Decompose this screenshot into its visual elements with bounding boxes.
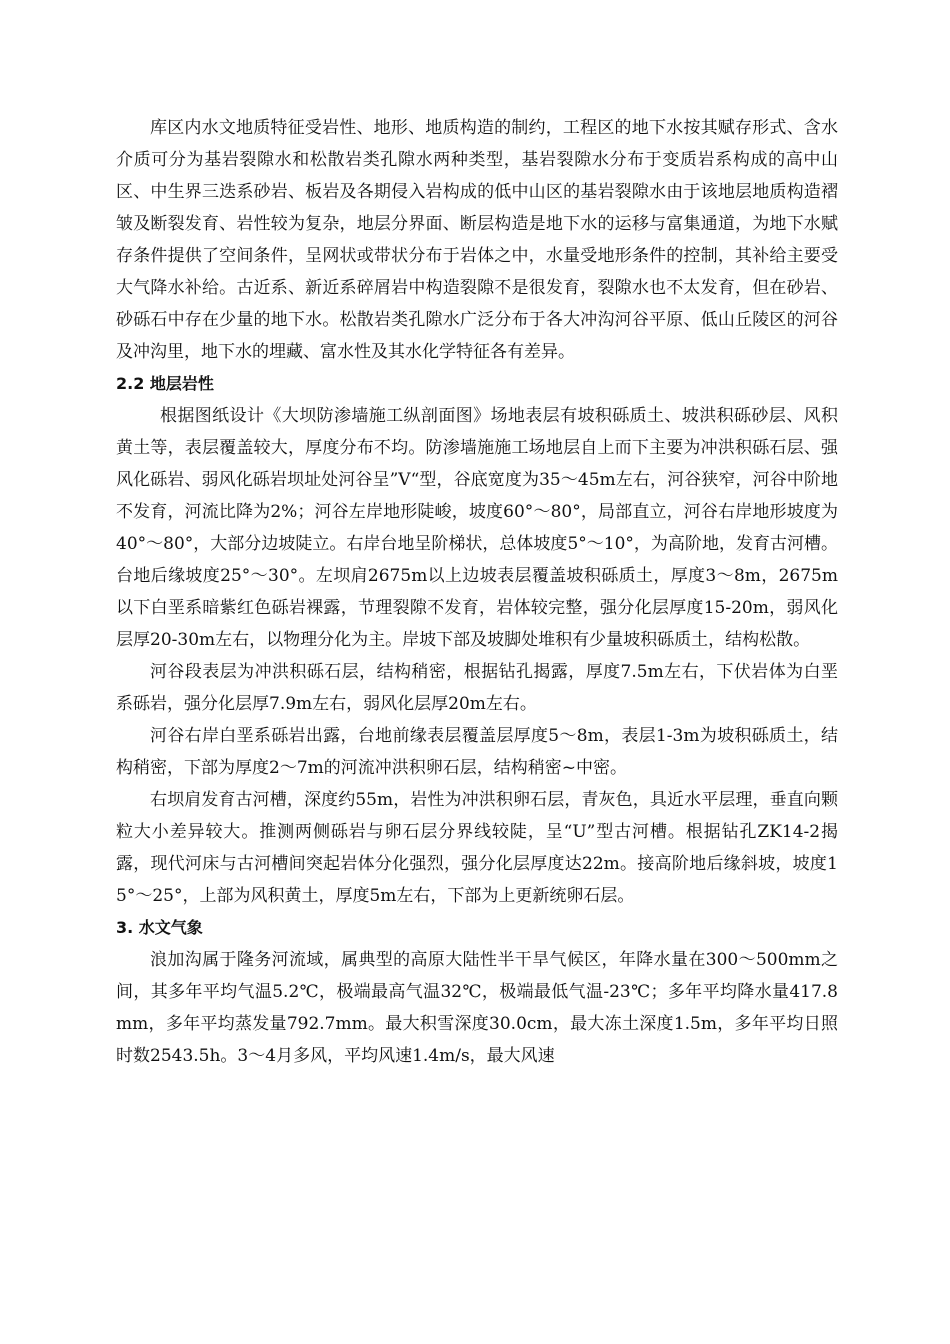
- stratum-paragraph-3: 河谷右岸白垩系砾岩出露，台地前缘表层覆盖层厚度5～8m，表层1-3m为坡积砾质土，结构稍密，下部为厚度2～7m的河流冲洪积卵石层，结构稍密~中密。: [116, 726, 838, 778]
- intro-paragraph: 库区内水文地质特征受岩性、地形、地质构造的制约，工程区的地下水按其赋存形式、含水介质可分为基岩裂隙水和松散岩类孔隙水两种类型，基岩裂隙水分布于变质岩系构成的高中山区、中生界三迭系砂岩、板岩及各期侵入岩构成的低中山区的基岩裂隙水由于该地层地质构造褶皱及断裂发育、岩性较为复杂，地层分界面、断层构造是地下水的运移与富集通道，为地下水赋存条件提供了空间条件，呈网状或带状分布于岩体之中，水量受地形条件的控制，其补给主要受大气降水补给。古近系、新近系碎屑岩中构造裂隙不是很发育，裂隙水也不太发育，但在砂岩、砂砾石中存在少量的地下水。松散岩类孔隙水广泛分布于各大冲沟河谷平原、低山丘陵区的河谷及冲沟里，地下水的埋藏、富水性及其水化学特征各有差异。: [116, 118, 838, 362]
- document-page: [116, 112, 838, 1072]
- stratum-paragraph-2: 河谷段表层为冲洪积砾石层，结构稍密，根据钻孔揭露，厚度7.5m左右，下伏岩体为白垩系砾岩，强分化层厚7.9m左右，弱风化层厚20m左右。: [116, 662, 838, 714]
- hydrometeorology-paragraph: 浪加沟属于隆务河流域，属典型的高原大陆性半干旱气候区，年降水量在300～500mm之间，其多年平均气温5.2℃，极端最高气温32℃，极端最低气温-23℃；多年平均降水量417.8mm，多年平均蒸发量792.7mm。最大积雪深度30.0cm，最大冻土深度1.5m，多年平均日照时数2543.5h。3～4月多风，平均风速1.4m/s，最大风速: [116, 950, 838, 1066]
- section-heading-hydrometeorology: 3. 水文气象: [116, 918, 203, 937]
- stratum-paragraph-4: 右坝肩发育古河槽，深度约55m，岩性为冲洪积卵石层，青灰色，具近水平层理，垂直向颗粒大小差异较大。推测两侧砾岩与卵石层分界线较陡，呈“U”型古河槽。根据钻孔ZK14-2揭露，现代河床与古河槽间突起岩体分化强烈，强分化层厚度达22m。接高阶地后缘斜坡，坡度15°～25°，上部为风积黄土，厚度5m左右，下部为上更新统卵石层。: [116, 790, 838, 906]
- section-heading-stratum-lithology: 2.2 地层岩性: [116, 374, 214, 393]
- stratum-paragraph-1: 根据图纸设计《大坝防渗墙施工纵剖面图》场地表层有坡积砾质土、坡洪积砾砂层、风积黄土等，表层覆盖较大，厚度分布不均。防渗墙施施工场地层自上而下主要为冲洪积砾石层、强风化砾岩、弱风化砾岩坝址处河谷呈”V“型，谷底宽度为35～45m左右，河谷狭窄，河谷中阶地不发育，河流比降为2%；河谷左岸地形陡峻，坡度60°～80°，局部直立，河谷右岸地形坡度为40°～80°，大部分边坡陡立。右岸台地呈阶梯状，总体坡度5°～10°，为高阶地，发育古河槽。台地后缘坡度25°～30°。左坝肩2675m以上边坡表层覆盖坡积砾质土，厚度3～8m，2675m以下白垩系暗紫红色砾岩裸露，节理裂隙不发育，岩体较完整，强分化层厚度15-20m，弱风化层厚20-30m左右，以物理分化为主。岸坡下部及坡脚处堆积有少量坡积砾质土，结构松散。: [116, 406, 838, 650]
